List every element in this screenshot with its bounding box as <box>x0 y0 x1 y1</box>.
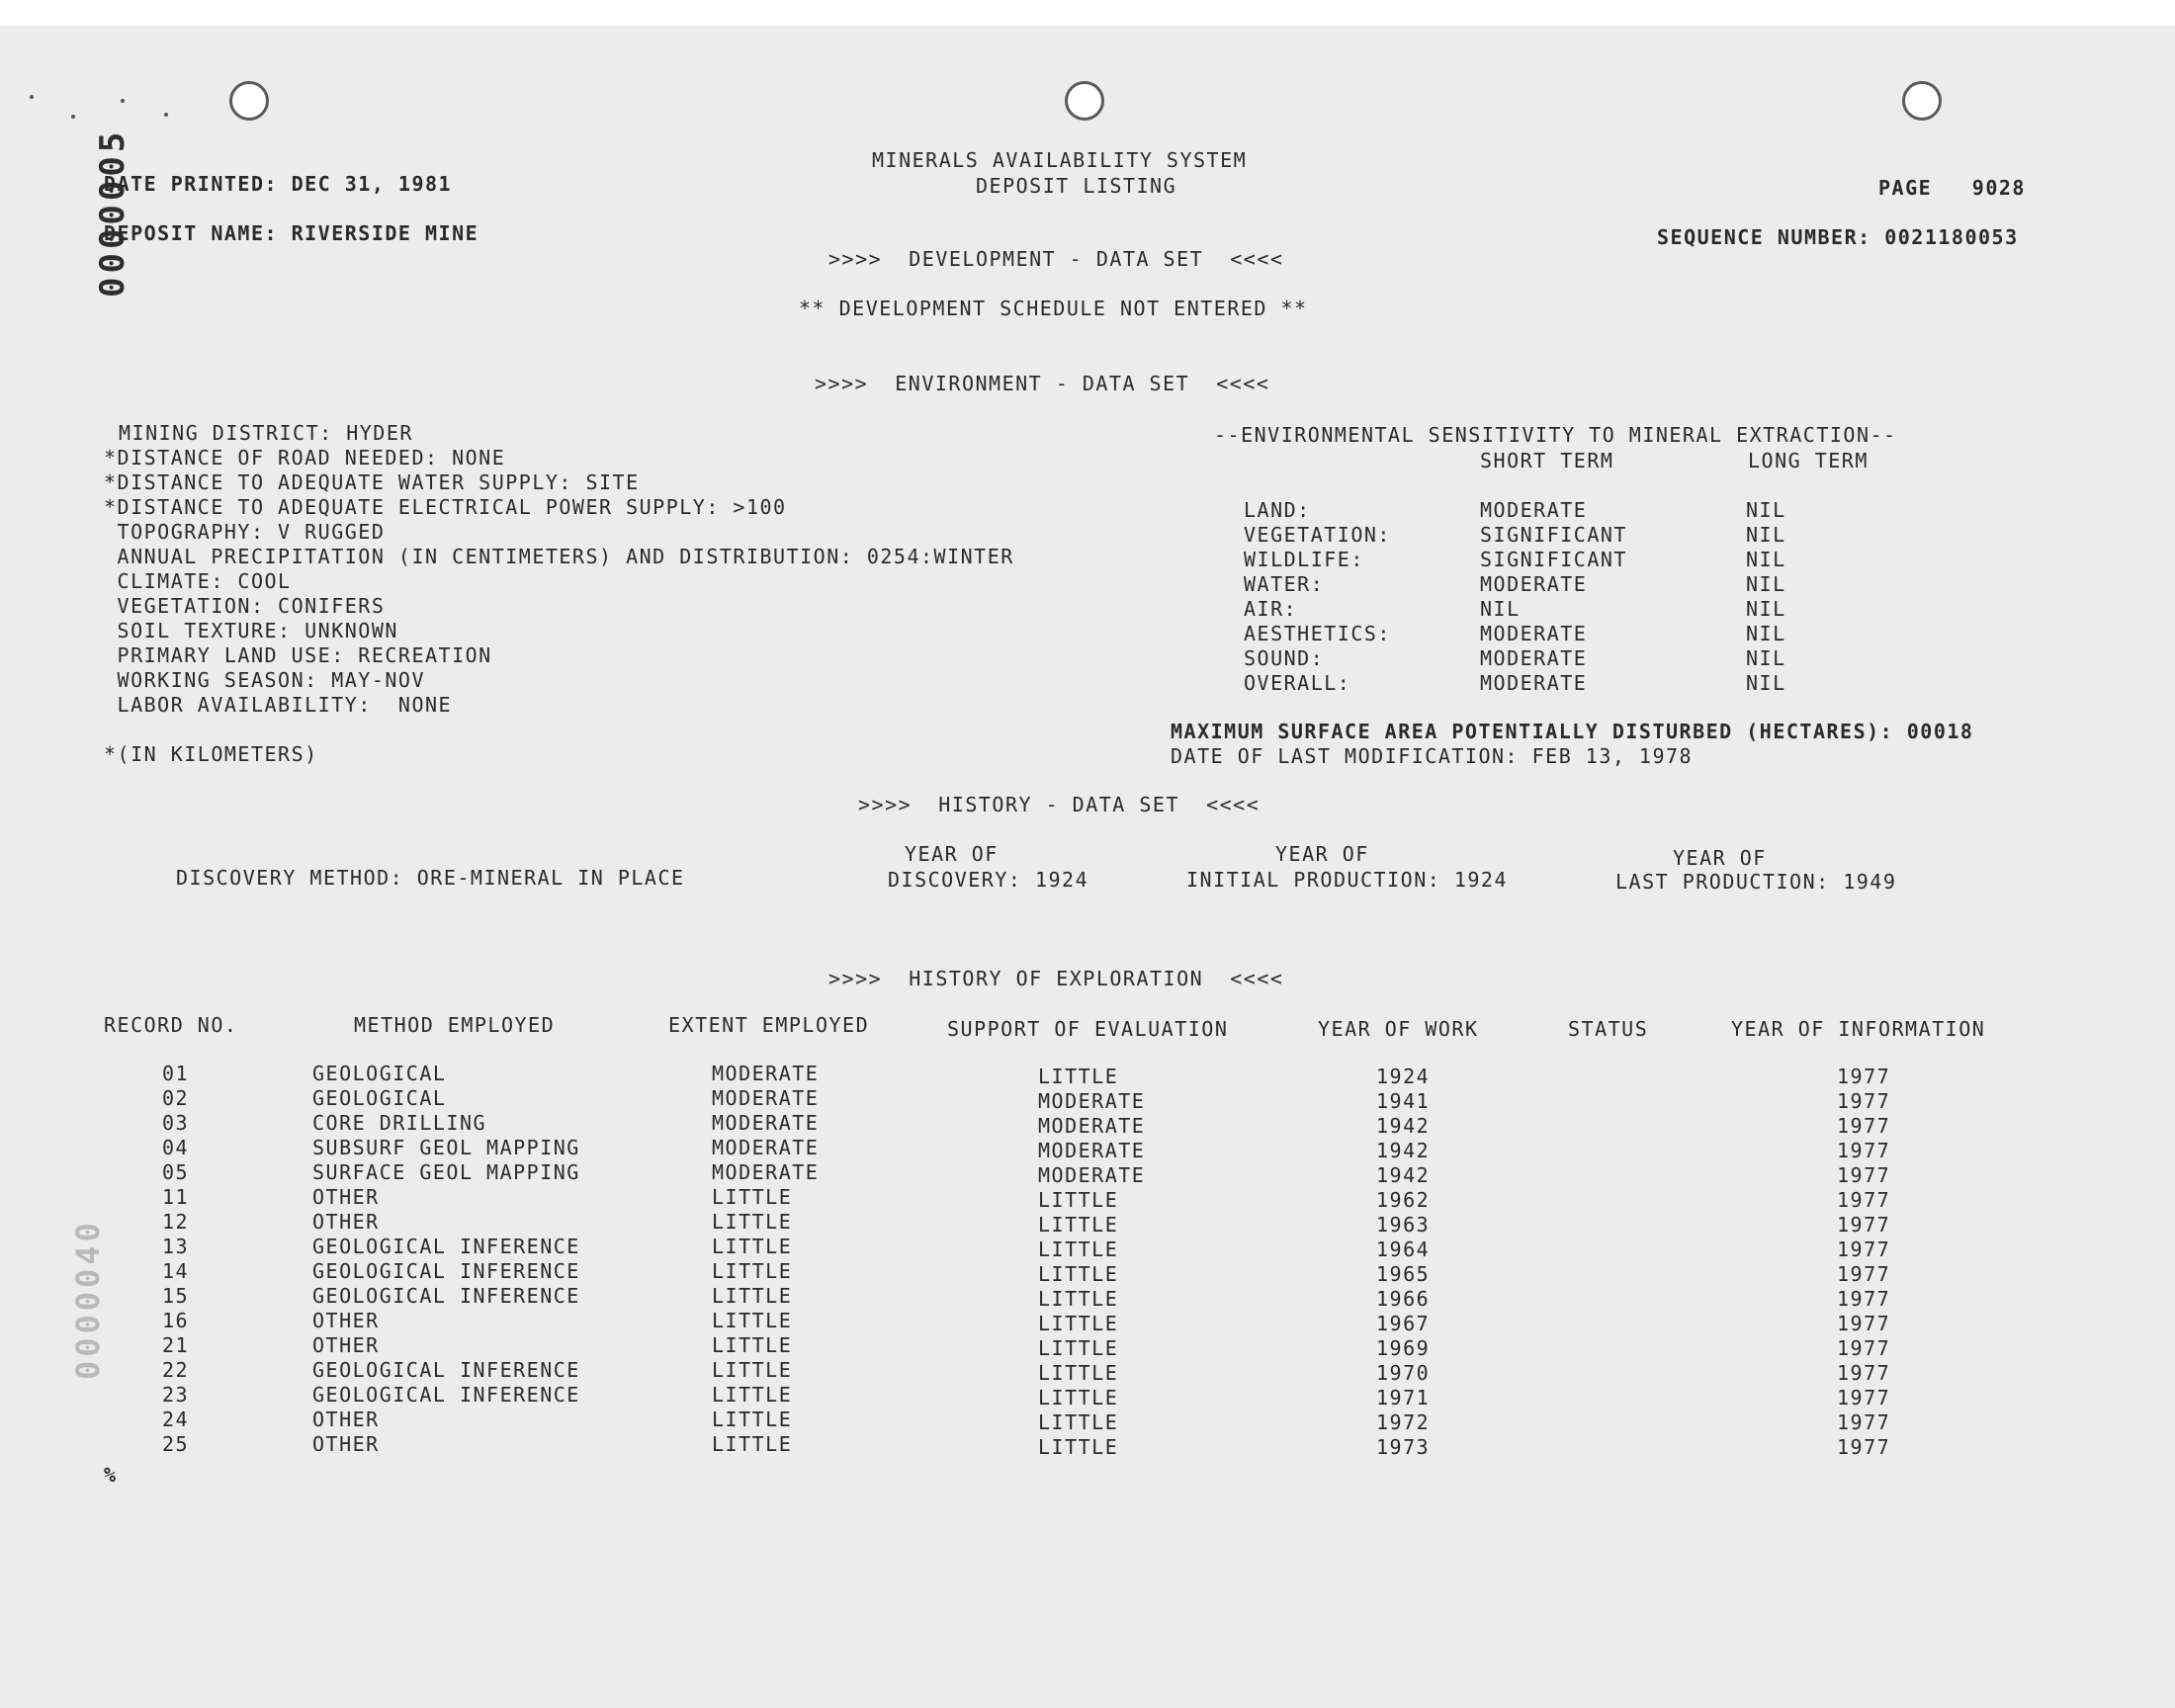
record-no-cell: 14 <box>162 1259 190 1283</box>
table-row <box>0 1284 2175 1309</box>
support-cell: LITTLE <box>1038 1065 1119 1088</box>
table-row <box>0 1259 2175 1284</box>
table-row <box>0 1432 2175 1457</box>
extent-cell: MODERATE <box>712 1086 820 1110</box>
column-header-status: STATUS <box>1568 1017 1649 1041</box>
year-of-info-cell: 1977 <box>1837 1114 1891 1138</box>
record-no-cell: 13 <box>162 1235 190 1258</box>
support-cell: MODERATE <box>1038 1139 1146 1162</box>
record-no-cell: 11 <box>162 1185 190 1209</box>
support-cell: MODERATE <box>1038 1114 1146 1138</box>
sensitivity-label: WATER: <box>1244 572 1325 596</box>
support-cell: LITTLE <box>1038 1213 1119 1237</box>
year-of-info-cell: 1977 <box>1837 1089 1891 1113</box>
year-of-work-cell: 1969 <box>1376 1336 1431 1360</box>
speck <box>71 115 75 119</box>
method-cell: OTHER <box>312 1185 380 1209</box>
extent-cell: MODERATE <box>712 1136 820 1159</box>
record-no-cell: 22 <box>162 1358 190 1382</box>
env-line: ANNUAL PRECIPITATION (IN CENTIMETERS) AND DISTRIBUTION: 0254:WINTER <box>104 545 1014 568</box>
column-header-method: METHOD EMPLOYED <box>354 1013 556 1037</box>
method-cell: GEOLOGICAL INFERENCE <box>312 1259 580 1283</box>
page-number: PAGE 9028 <box>1878 176 2026 200</box>
year-of-label: YEAR OF <box>1275 842 1369 866</box>
record-no-cell: 01 <box>162 1062 190 1085</box>
env-line: *DISTANCE TO ADEQUATE ELECTRICAL POWER SUPPLY: >100 <box>104 495 787 519</box>
faint-vertical-stamp-number: 0000040 <box>69 1219 107 1380</box>
sensitivity-short: MODERATE <box>1480 498 1588 522</box>
env-line: SOIL TEXTURE: UNKNOWN <box>104 619 398 642</box>
punch-hole-right <box>1902 81 1942 121</box>
year-of-work-cell: 1971 <box>1376 1386 1431 1409</box>
date-printed: DATE PRINTED: DEC 31, 1981 <box>104 172 453 196</box>
method-cell: GEOLOGICAL INFERENCE <box>312 1284 580 1308</box>
development-heading: >>>> DEVELOPMENT - DATA SET <<<< <box>828 247 1284 271</box>
sensitivity-long: NIL <box>1746 622 1786 645</box>
method-cell: GEOLOGICAL INFERENCE <box>312 1383 580 1407</box>
sensitivity-long: NIL <box>1746 523 1786 547</box>
extent-cell: LITTLE <box>712 1210 793 1234</box>
year-of-info-cell: 1977 <box>1837 1188 1891 1212</box>
sensitivity-short: MODERATE <box>1480 622 1588 645</box>
table-row <box>0 1086 2175 1111</box>
extent-cell: MODERATE <box>712 1160 820 1184</box>
method-cell: GEOLOGICAL <box>312 1062 447 1085</box>
year-of-info-cell: 1977 <box>1837 1262 1891 1286</box>
table-row <box>0 1160 2175 1185</box>
record-no-cell: 12 <box>162 1210 190 1234</box>
env-footnote: *(IN KILOMETERS) <box>104 742 318 766</box>
table-row <box>0 1333 2175 1358</box>
punch-hole-left <box>229 81 269 121</box>
extent-cell: LITTLE <box>712 1383 793 1407</box>
extent-cell: LITTLE <box>712 1284 793 1308</box>
year-of-info-cell: 1977 <box>1837 1163 1891 1187</box>
method-cell: OTHER <box>312 1333 380 1357</box>
record-no-cell: 04 <box>162 1136 190 1159</box>
sensitivity-heading: --ENVIRONMENTAL SENSITIVITY TO MINERAL EXTRACTION-- <box>1214 423 1897 447</box>
sensitivity-long: NIL <box>1746 597 1786 621</box>
extent-cell: MODERATE <box>712 1111 820 1135</box>
sensitivity-short: NIL <box>1480 597 1521 621</box>
year-of-work-cell: 1942 <box>1376 1163 1431 1187</box>
discovery-year: DISCOVERY: 1924 <box>888 868 1089 892</box>
sensitivity-label: WILDLIFE: <box>1244 548 1364 571</box>
record-no-cell: 25 <box>162 1432 190 1456</box>
year-of-info-cell: 1977 <box>1837 1410 1891 1434</box>
short-term-label: SHORT TERM <box>1480 449 1614 472</box>
max-surface-area: MAXIMUM SURFACE AREA POTENTIALLY DISTURBED (HECTARES): 00018 <box>1171 720 1974 743</box>
env-line: WORKING SEASON: MAY-NOV <box>104 668 425 692</box>
extent-cell: LITTLE <box>712 1235 793 1258</box>
method-cell: OTHER <box>312 1210 380 1234</box>
vertical-stamp-number: 0000005 <box>93 128 132 298</box>
extent-cell: LITTLE <box>712 1309 793 1332</box>
extent-cell: MODERATE <box>712 1062 820 1085</box>
record-no-cell: 15 <box>162 1284 190 1308</box>
year-of-work-cell: 1963 <box>1376 1213 1431 1237</box>
env-line: *DISTANCE TO ADEQUATE WATER SUPPLY: SITE <box>104 470 640 494</box>
year-of-work-cell: 1962 <box>1376 1188 1431 1212</box>
column-header-year-of-info: YEAR OF INFORMATION <box>1731 1017 1986 1041</box>
extent-cell: LITTLE <box>712 1259 793 1283</box>
env-line: MINING DISTRICT: HYDER <box>119 421 413 445</box>
env-line: TOPOGRAPHY: V RUGGED <box>104 520 386 544</box>
record-no-cell: 24 <box>162 1408 190 1431</box>
method-cell: SUBSURF GEOL MAPPING <box>312 1136 580 1159</box>
sensitivity-label: AIR: <box>1244 597 1298 621</box>
year-of-info-cell: 1977 <box>1837 1312 1891 1335</box>
sensitivity-label: LAND: <box>1244 498 1311 522</box>
extent-cell: LITTLE <box>712 1358 793 1382</box>
extent-cell: LITTLE <box>712 1432 793 1456</box>
support-cell: LITTLE <box>1038 1361 1119 1385</box>
long-term-label: LONG TERM <box>1748 449 1869 472</box>
support-cell: LITTLE <box>1038 1262 1119 1286</box>
table-row <box>0 1185 2175 1210</box>
support-cell: LITTLE <box>1038 1336 1119 1360</box>
column-header-support: SUPPORT OF EVALUATION <box>947 1017 1229 1041</box>
support-cell: LITTLE <box>1038 1238 1119 1261</box>
year-of-label: YEAR OF <box>1673 846 1767 870</box>
sensitivity-short: SIGNIFICANT <box>1480 548 1627 571</box>
speck <box>30 95 34 99</box>
year-of-info-cell: 1977 <box>1837 1386 1891 1409</box>
table-row <box>0 1235 2175 1259</box>
extent-cell: LITTLE <box>712 1408 793 1431</box>
extent-cell: LITTLE <box>712 1333 793 1357</box>
end-mark: % <box>104 1463 118 1487</box>
method-cell: GEOLOGICAL INFERENCE <box>312 1235 580 1258</box>
env-line: *DISTANCE OF ROAD NEEDED: NONE <box>104 446 506 470</box>
table-row <box>0 1111 2175 1136</box>
year-of-work-cell: 1941 <box>1376 1089 1431 1113</box>
method-cell: GEOLOGICAL <box>312 1086 447 1110</box>
table-row <box>0 1309 2175 1333</box>
sensitivity-long: NIL <box>1746 498 1786 522</box>
support-cell: MODERATE <box>1038 1163 1146 1187</box>
method-cell: CORE DRILLING <box>312 1111 487 1135</box>
year-of-info-cell: 1977 <box>1837 1238 1891 1261</box>
year-of-label: YEAR OF <box>905 842 999 866</box>
year-of-work-cell: 1942 <box>1376 1139 1431 1162</box>
sensitivity-short: SIGNIFICANT <box>1480 523 1627 547</box>
method-cell: OTHER <box>312 1309 380 1332</box>
record-no-cell: 03 <box>162 1111 190 1135</box>
method-cell: OTHER <box>312 1408 380 1431</box>
sequence-number: SEQUENCE NUMBER: 0021180053 <box>1657 225 2019 249</box>
sensitivity-label: VEGETATION: <box>1244 523 1391 547</box>
table-row <box>0 1136 2175 1160</box>
sensitivity-long: NIL <box>1746 671 1786 695</box>
history-heading: >>>> HISTORY - DATA SET <<<< <box>858 793 1261 816</box>
sensitivity-label: SOUND: <box>1244 646 1325 670</box>
year-of-work-cell: 1973 <box>1376 1435 1431 1459</box>
column-header-extent: EXTENT EMPLOYED <box>668 1013 870 1037</box>
year-of-info-cell: 1977 <box>1837 1361 1891 1385</box>
exploration-heading: >>>> HISTORY OF EXPLORATION <<<< <box>828 967 1284 990</box>
support-cell: LITTLE <box>1038 1188 1119 1212</box>
method-cell: OTHER <box>312 1432 380 1456</box>
year-of-work-cell: 1965 <box>1376 1262 1431 1286</box>
last-modification: DATE OF LAST MODIFICATION: FEB 13, 1978 <box>1171 744 1694 768</box>
punch-hole-center <box>1065 81 1104 121</box>
table-row <box>0 1210 2175 1235</box>
year-of-work-cell: 1972 <box>1376 1410 1431 1434</box>
table-row <box>0 1062 2175 1086</box>
method-cell: SURFACE GEOL MAPPING <box>312 1160 580 1184</box>
record-no-cell: 05 <box>162 1160 190 1184</box>
system-title: MINERALS AVAILABILITY SYSTEM <box>872 148 1248 172</box>
support-cell: MODERATE <box>1038 1089 1146 1113</box>
record-no-cell: 02 <box>162 1086 190 1110</box>
support-cell: LITTLE <box>1038 1386 1119 1409</box>
year-of-work-cell: 1964 <box>1376 1238 1431 1261</box>
column-header-year-of-work: YEAR OF WORK <box>1318 1017 1479 1041</box>
env-line: LABOR AVAILABILITY: NONE <box>104 693 453 717</box>
support-cell: LITTLE <box>1038 1312 1119 1335</box>
year-of-info-cell: 1977 <box>1837 1287 1891 1311</box>
environment-heading: >>>> ENVIRONMENT - DATA SET <<<< <box>815 372 1270 395</box>
printout-sheet <box>0 26 2175 1708</box>
env-line: PRIMARY LAND USE: RECREATION <box>104 643 492 667</box>
sensitivity-label: AESTHETICS: <box>1244 622 1391 645</box>
record-no-cell: 23 <box>162 1383 190 1407</box>
env-line: VEGETATION: CONIFERS <box>104 594 386 618</box>
year-of-work-cell: 1967 <box>1376 1312 1431 1335</box>
year-of-info-cell: 1977 <box>1837 1435 1891 1459</box>
env-line: CLIMATE: COOL <box>104 569 292 593</box>
sensitivity-short: MODERATE <box>1480 572 1588 596</box>
last-production: LAST PRODUCTION: 1949 <box>1615 870 1897 894</box>
sensitivity-long: NIL <box>1746 572 1786 596</box>
year-of-info-cell: 1977 <box>1837 1139 1891 1162</box>
sensitivity-short: MODERATE <box>1480 646 1588 670</box>
support-cell: LITTLE <box>1038 1410 1119 1434</box>
column-header-record-no: RECORD NO. <box>104 1013 238 1037</box>
record-no-cell: 21 <box>162 1333 190 1357</box>
table-row <box>0 1358 2175 1383</box>
sensitivity-label: OVERALL: <box>1244 671 1351 695</box>
year-of-info-cell: 1977 <box>1837 1336 1891 1360</box>
support-cell: LITTLE <box>1038 1435 1119 1459</box>
sensitivity-short: MODERATE <box>1480 671 1588 695</box>
year-of-info-cell: 1977 <box>1837 1065 1891 1088</box>
speck <box>164 113 168 117</box>
extent-cell: LITTLE <box>712 1185 793 1209</box>
year-of-work-cell: 1942 <box>1376 1114 1431 1138</box>
speck <box>121 99 125 103</box>
listing-title: DEPOSIT LISTING <box>976 174 1177 198</box>
method-cell: GEOLOGICAL INFERENCE <box>312 1358 580 1382</box>
table-row <box>0 1383 2175 1408</box>
support-cell: LITTLE <box>1038 1287 1119 1311</box>
development-note: ** DEVELOPMENT SCHEDULE NOT ENTERED ** <box>799 297 1308 320</box>
year-of-work-cell: 1924 <box>1376 1065 1431 1088</box>
deposit-name: DEPOSIT NAME: RIVERSIDE MINE <box>104 221 479 245</box>
discovery-method: DISCOVERY METHOD: ORE-MINERAL IN PLACE <box>176 866 685 890</box>
sensitivity-long: NIL <box>1746 646 1786 670</box>
year-of-work-cell: 1966 <box>1376 1287 1431 1311</box>
year-of-info-cell: 1977 <box>1837 1213 1891 1237</box>
year-of-work-cell: 1970 <box>1376 1361 1431 1385</box>
record-no-cell: 16 <box>162 1309 190 1332</box>
initial-production: INITIAL PRODUCTION: 1924 <box>1186 868 1508 892</box>
sensitivity-long: NIL <box>1746 548 1786 571</box>
table-row <box>0 1408 2175 1432</box>
